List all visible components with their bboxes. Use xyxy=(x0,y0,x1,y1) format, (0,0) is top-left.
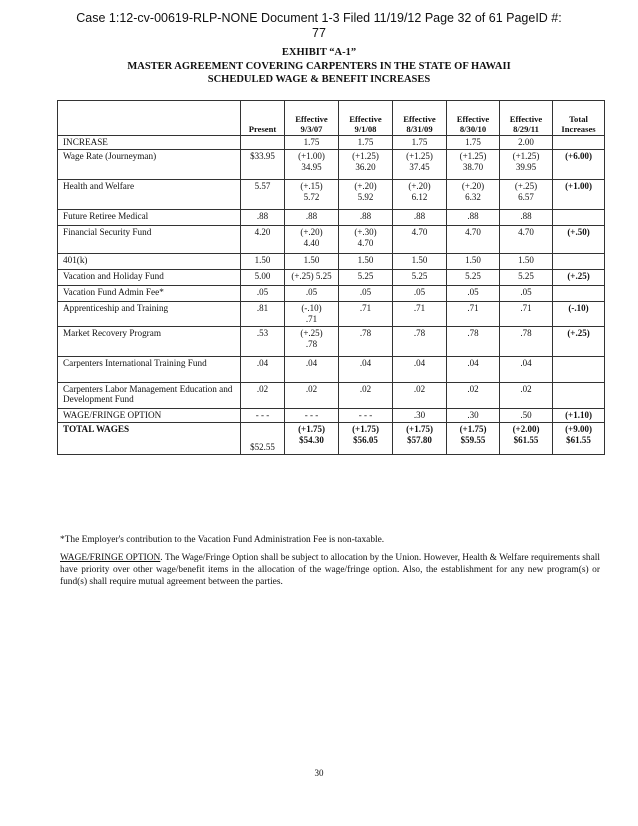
value-cell: $52.55 xyxy=(241,423,285,455)
value-cell: 1.50 xyxy=(500,254,553,270)
page-number: 30 xyxy=(314,768,324,778)
value-cell: 2.00 xyxy=(500,136,553,150)
value-cell xyxy=(241,136,285,150)
value-cell: .04 xyxy=(393,357,447,383)
value-cell: .88 xyxy=(447,210,500,226)
value-cell: (-.10) .71 xyxy=(285,302,339,327)
value-cell: .02 xyxy=(339,383,393,409)
agreement-title: MASTER AGREEMENT COVERING CARPENTERS IN THE STATE OF HAWAII xyxy=(127,61,511,72)
wage-benefit-table xyxy=(57,100,605,455)
wage-fringe-text: . The Wage/Fringe Option shall be subject to allocation by the Union. However, Health & Welfare requirements shall have priority over other wage/benefit items in the allocation of the wage/fringe option. Also, the establishment for any new program(s) or fund(s) shall require mutual agreement between the parties. xyxy=(60,553,600,587)
total-cell: (+.50) xyxy=(553,226,605,254)
table-row xyxy=(58,254,605,270)
value-cell: .78 xyxy=(447,327,500,357)
value-cell: .88 xyxy=(393,210,447,226)
schedule-title: SCHEDULED WAGE & BENEFIT INCREASES xyxy=(207,74,431,85)
table-row xyxy=(58,226,605,254)
value-cell: .71 xyxy=(393,302,447,327)
table-row xyxy=(58,286,605,302)
row-label: INCREASE xyxy=(58,136,241,150)
value-cell: .02 xyxy=(500,383,553,409)
value-cell: .05 xyxy=(339,286,393,302)
value-cell: - - - xyxy=(285,409,339,423)
value-cell: (+1.75) $56.05 xyxy=(339,423,393,455)
value-cell: .81 xyxy=(241,302,285,327)
table-row xyxy=(58,383,605,409)
row-label: Apprenticeship and Training xyxy=(58,302,241,327)
row-label: 401(k) xyxy=(58,254,241,270)
table-header-row xyxy=(58,101,605,136)
column-header: Total Increases xyxy=(553,101,605,136)
row-label: Wage Rate (Journeyman) xyxy=(58,150,241,180)
row-label: Financial Security Fund xyxy=(58,226,241,254)
value-cell: .02 xyxy=(285,383,339,409)
value-cell: - - - xyxy=(241,409,285,423)
value-cell: .05 xyxy=(285,286,339,302)
value-cell: .04 xyxy=(241,357,285,383)
value-cell: .05 xyxy=(500,286,553,302)
total-cell xyxy=(553,136,605,150)
value-cell: .02 xyxy=(447,383,500,409)
value-cell: .88 xyxy=(500,210,553,226)
total-cell: (+9.00) $61.55 xyxy=(553,423,605,455)
table-row xyxy=(58,180,605,210)
value-cell: .04 xyxy=(339,357,393,383)
column-header xyxy=(58,101,241,136)
total-cell: (+.25) xyxy=(553,327,605,357)
row-label: WAGE/FRINGE OPTION xyxy=(58,409,241,423)
value-cell: .05 xyxy=(447,286,500,302)
value-cell: - - - xyxy=(339,409,393,423)
table-row xyxy=(58,136,605,150)
value-cell: 1.75 xyxy=(447,136,500,150)
total-cell: (+.25) xyxy=(553,270,605,286)
value-cell: (+2.00) $61.55 xyxy=(500,423,553,455)
value-cell: (+1.25) 39.95 xyxy=(500,150,553,180)
value-cell: (+.25) .78 xyxy=(285,327,339,357)
value-cell: .88 xyxy=(241,210,285,226)
value-cell: .02 xyxy=(241,383,285,409)
row-label: Vacation Fund Admin Fee* xyxy=(58,286,241,302)
row-label: TOTAL WAGES xyxy=(58,423,241,455)
value-cell: (+1.25) 36.20 xyxy=(339,150,393,180)
value-cell: 1.75 xyxy=(285,136,339,150)
value-cell: .78 xyxy=(339,327,393,357)
row-label: Vacation and Holiday Fund xyxy=(58,270,241,286)
row-label: Carpenters Labor Management Education and Development Fund xyxy=(58,383,241,409)
value-cell: (+.30) 4.70 xyxy=(339,226,393,254)
value-cell: .78 xyxy=(393,327,447,357)
value-cell: (+1.75) $54.30 xyxy=(285,423,339,455)
value-cell: .05 xyxy=(241,286,285,302)
value-cell: 1.50 xyxy=(241,254,285,270)
column-header: Effective 9/1/08 xyxy=(339,101,393,136)
value-cell: .50 xyxy=(500,409,553,423)
value-cell: 1.50 xyxy=(447,254,500,270)
total-cell xyxy=(553,210,605,226)
value-cell: 4.70 xyxy=(447,226,500,254)
table-row xyxy=(58,210,605,226)
total-cell xyxy=(553,286,605,302)
total-cell: (+1.10) xyxy=(553,409,605,423)
value-cell: .05 xyxy=(393,286,447,302)
value-cell: $33.95 xyxy=(241,150,285,180)
row-label: Market Recovery Program xyxy=(58,327,241,357)
footnote: *The Employer's contribution to the Vacation Fund Administration Fee is non-taxable. xyxy=(60,535,385,545)
value-cell: 5.00 xyxy=(241,270,285,286)
total-cell xyxy=(553,357,605,383)
value-cell: 1.50 xyxy=(393,254,447,270)
column-header: Present xyxy=(241,101,285,136)
column-header: Effective 8/31/09 xyxy=(393,101,447,136)
value-cell: (+1.00) 34.95 xyxy=(285,150,339,180)
value-cell: (+.15) 5.72 xyxy=(285,180,339,210)
total-cell: (-.10) xyxy=(553,302,605,327)
value-cell: .88 xyxy=(285,210,339,226)
value-cell: (+.20) 6.12 xyxy=(393,180,447,210)
value-cell: (+1.25) 37.45 xyxy=(393,150,447,180)
column-header: Effective 8/30/10 xyxy=(447,101,500,136)
case-header: Case 1:12-cv-00619-RLP-NONE Document 1-3 Filed 11/19/12 Page 32 of 61 PageID #: xyxy=(76,11,562,25)
table-row xyxy=(58,357,605,383)
value-cell: 5.57 xyxy=(241,180,285,210)
table-row xyxy=(58,327,605,357)
value-cell: 1.50 xyxy=(285,254,339,270)
value-cell: (+.25) 6.57 xyxy=(500,180,553,210)
value-cell: .04 xyxy=(447,357,500,383)
value-cell: (+1.25) 38.70 xyxy=(447,150,500,180)
row-label: Future Retiree Medical xyxy=(58,210,241,226)
total-cell: (+1.00) xyxy=(553,180,605,210)
column-header: Effective 9/3/07 xyxy=(285,101,339,136)
table-row xyxy=(58,409,605,423)
wage-fringe-note xyxy=(60,552,600,588)
value-cell: 5.25 xyxy=(339,270,393,286)
value-cell: 5.25 xyxy=(447,270,500,286)
wage-fringe-heading: WAGE/FRINGE OPTION xyxy=(60,553,161,563)
value-cell: (+1.75) $59.55 xyxy=(447,423,500,455)
value-cell: (+.20) 6.32 xyxy=(447,180,500,210)
value-cell: 1.75 xyxy=(339,136,393,150)
value-cell: .30 xyxy=(393,409,447,423)
exhibit-title: EXHIBIT “A-1” xyxy=(281,47,357,58)
value-cell: 4.70 xyxy=(393,226,447,254)
value-cell: 5.25 xyxy=(393,270,447,286)
table-row xyxy=(58,150,605,180)
row-label: Carpenters International Training Fund xyxy=(58,357,241,383)
value-cell: 4.20 xyxy=(241,226,285,254)
total-cell: (+6.00) xyxy=(553,150,605,180)
value-cell: .71 xyxy=(500,302,553,327)
value-cell: 1.75 xyxy=(393,136,447,150)
table-row xyxy=(58,302,605,327)
value-cell: (+.20) 4.40 xyxy=(285,226,339,254)
table-row xyxy=(58,423,605,455)
value-cell: 5.25 xyxy=(500,270,553,286)
value-cell: (+1.75) $57.80 xyxy=(393,423,447,455)
value-cell: .02 xyxy=(393,383,447,409)
column-header: Effective 8/29/11 xyxy=(500,101,553,136)
value-cell: .04 xyxy=(285,357,339,383)
value-cell: .53 xyxy=(241,327,285,357)
value-cell: (+.25) 5.25 xyxy=(285,270,339,286)
value-cell: .71 xyxy=(447,302,500,327)
page-id-number: 77 xyxy=(312,26,326,40)
value-cell: .30 xyxy=(447,409,500,423)
total-cell xyxy=(553,254,605,270)
table-row xyxy=(58,270,605,286)
value-cell: .04 xyxy=(500,357,553,383)
value-cell: .71 xyxy=(339,302,393,327)
value-cell: .78 xyxy=(500,327,553,357)
value-cell: .88 xyxy=(339,210,393,226)
total-cell xyxy=(553,383,605,409)
value-cell: 4.70 xyxy=(500,226,553,254)
value-cell: 1.50 xyxy=(339,254,393,270)
value-cell: (+.20) 5.92 xyxy=(339,180,393,210)
row-label: Health and Welfare xyxy=(58,180,241,210)
